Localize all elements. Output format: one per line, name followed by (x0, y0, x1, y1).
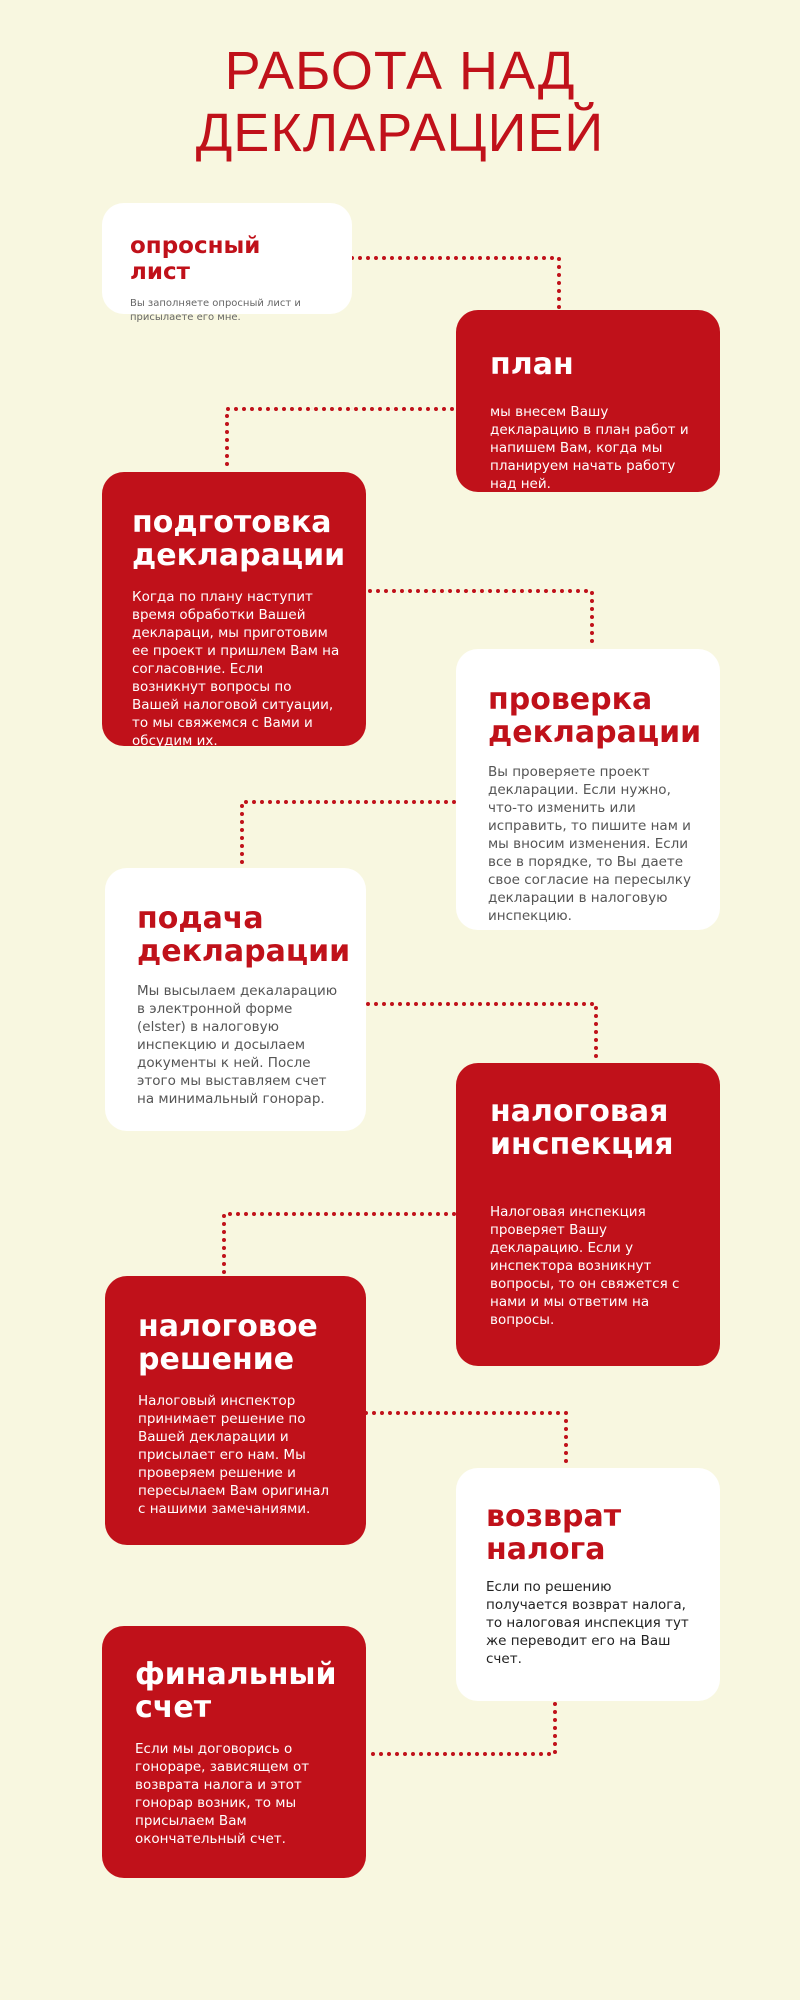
step-card-preparation (102, 472, 366, 749)
step-card-tax-refund (456, 1468, 720, 1701)
connector-1-2 (352, 258, 559, 310)
connector-4-5 (242, 802, 454, 866)
step-title: налоговая инспекция (490, 1094, 674, 1162)
step-title: план (490, 347, 574, 382)
step-title: проверка декларации (488, 682, 702, 750)
step-title: подача декларации (137, 901, 351, 969)
step-text: Вы проверяете проект декларации. Если нужно, что-то изменить или исправить, то пишите нам и мы вносим изменения. Если все в порядке, то Вы даете свое согласие на пересылку декларации в налоговую инспекцию. (488, 764, 691, 924)
step-card-questionnaire (102, 203, 352, 323)
step-text: Налоговая инспекция проверяет Вашу декларацию. Если у инспектора возникнут вопросы, то он свяжется с нами и мы ответим на вопросы. (490, 1204, 680, 1328)
step-text: Налоговый инспектор принимает решение по Вашей декларации и присылает его нам. Мы проверяем решение и пересылаем Вам оригинал с нашими замечаниями. (138, 1393, 329, 1517)
connector-5-6 (368, 1004, 596, 1060)
step-title: подготовка декларации (132, 505, 346, 573)
connector-7-8 (366, 1413, 566, 1466)
step-card-submission (105, 868, 366, 1131)
connector-6-7 (224, 1214, 454, 1274)
step-text: Когда по плану наступит время обработки Вашей деклараци, мы приготовим ее проект и пришлем Вам на согласовние. Если возникнут вопросы по Вашей налоговой ситуации, то мы свяжемся с Вами и обсудим их. (132, 589, 340, 749)
step-card-final-invoice (102, 1626, 366, 1878)
step-text: Если по решению получается возврат налога, то налоговая инспекция тут же переводит его на Ваш счет. (486, 1579, 689, 1667)
step-text: Вы заполняете опросный лист и присылаете его мне. (130, 298, 301, 323)
step-title: опросный лист (130, 233, 261, 285)
connector-8-9 (368, 1704, 555, 1754)
title-line-1: РАБОТА НАД (224, 41, 576, 101)
step-title: возврат налога (486, 1499, 622, 1567)
step-text: Если мы договорись о гонораре, зависящем от возврата налога и этот гонорар возник, то мы присылаем Вам окончательный счет. (135, 1741, 310, 1847)
step-card-plan (456, 310, 720, 492)
step-title: налоговое решение (138, 1309, 318, 1377)
step-card-tax-office (456, 1063, 720, 1366)
step-card-tax-decision (105, 1276, 366, 1545)
step-text: мы внесем Вашу декларацию в план работ и напишем Вам, когда мы планируем начать работу над ней. (490, 404, 689, 492)
title-line-2: ДЕКЛАРАЦИЕЙ (195, 103, 605, 163)
step-card-review (456, 649, 720, 930)
step-text: Мы высылаем декаларацию в электронной форме (elster) в налоговую инспекцию и досылаем документы к ней. После этого мы выставляем счет на минимальный гонорар. (137, 983, 338, 1107)
connector-3-4 (370, 591, 592, 646)
step-title: финальный счет (135, 1657, 337, 1725)
connector-2-3 (227, 409, 452, 468)
